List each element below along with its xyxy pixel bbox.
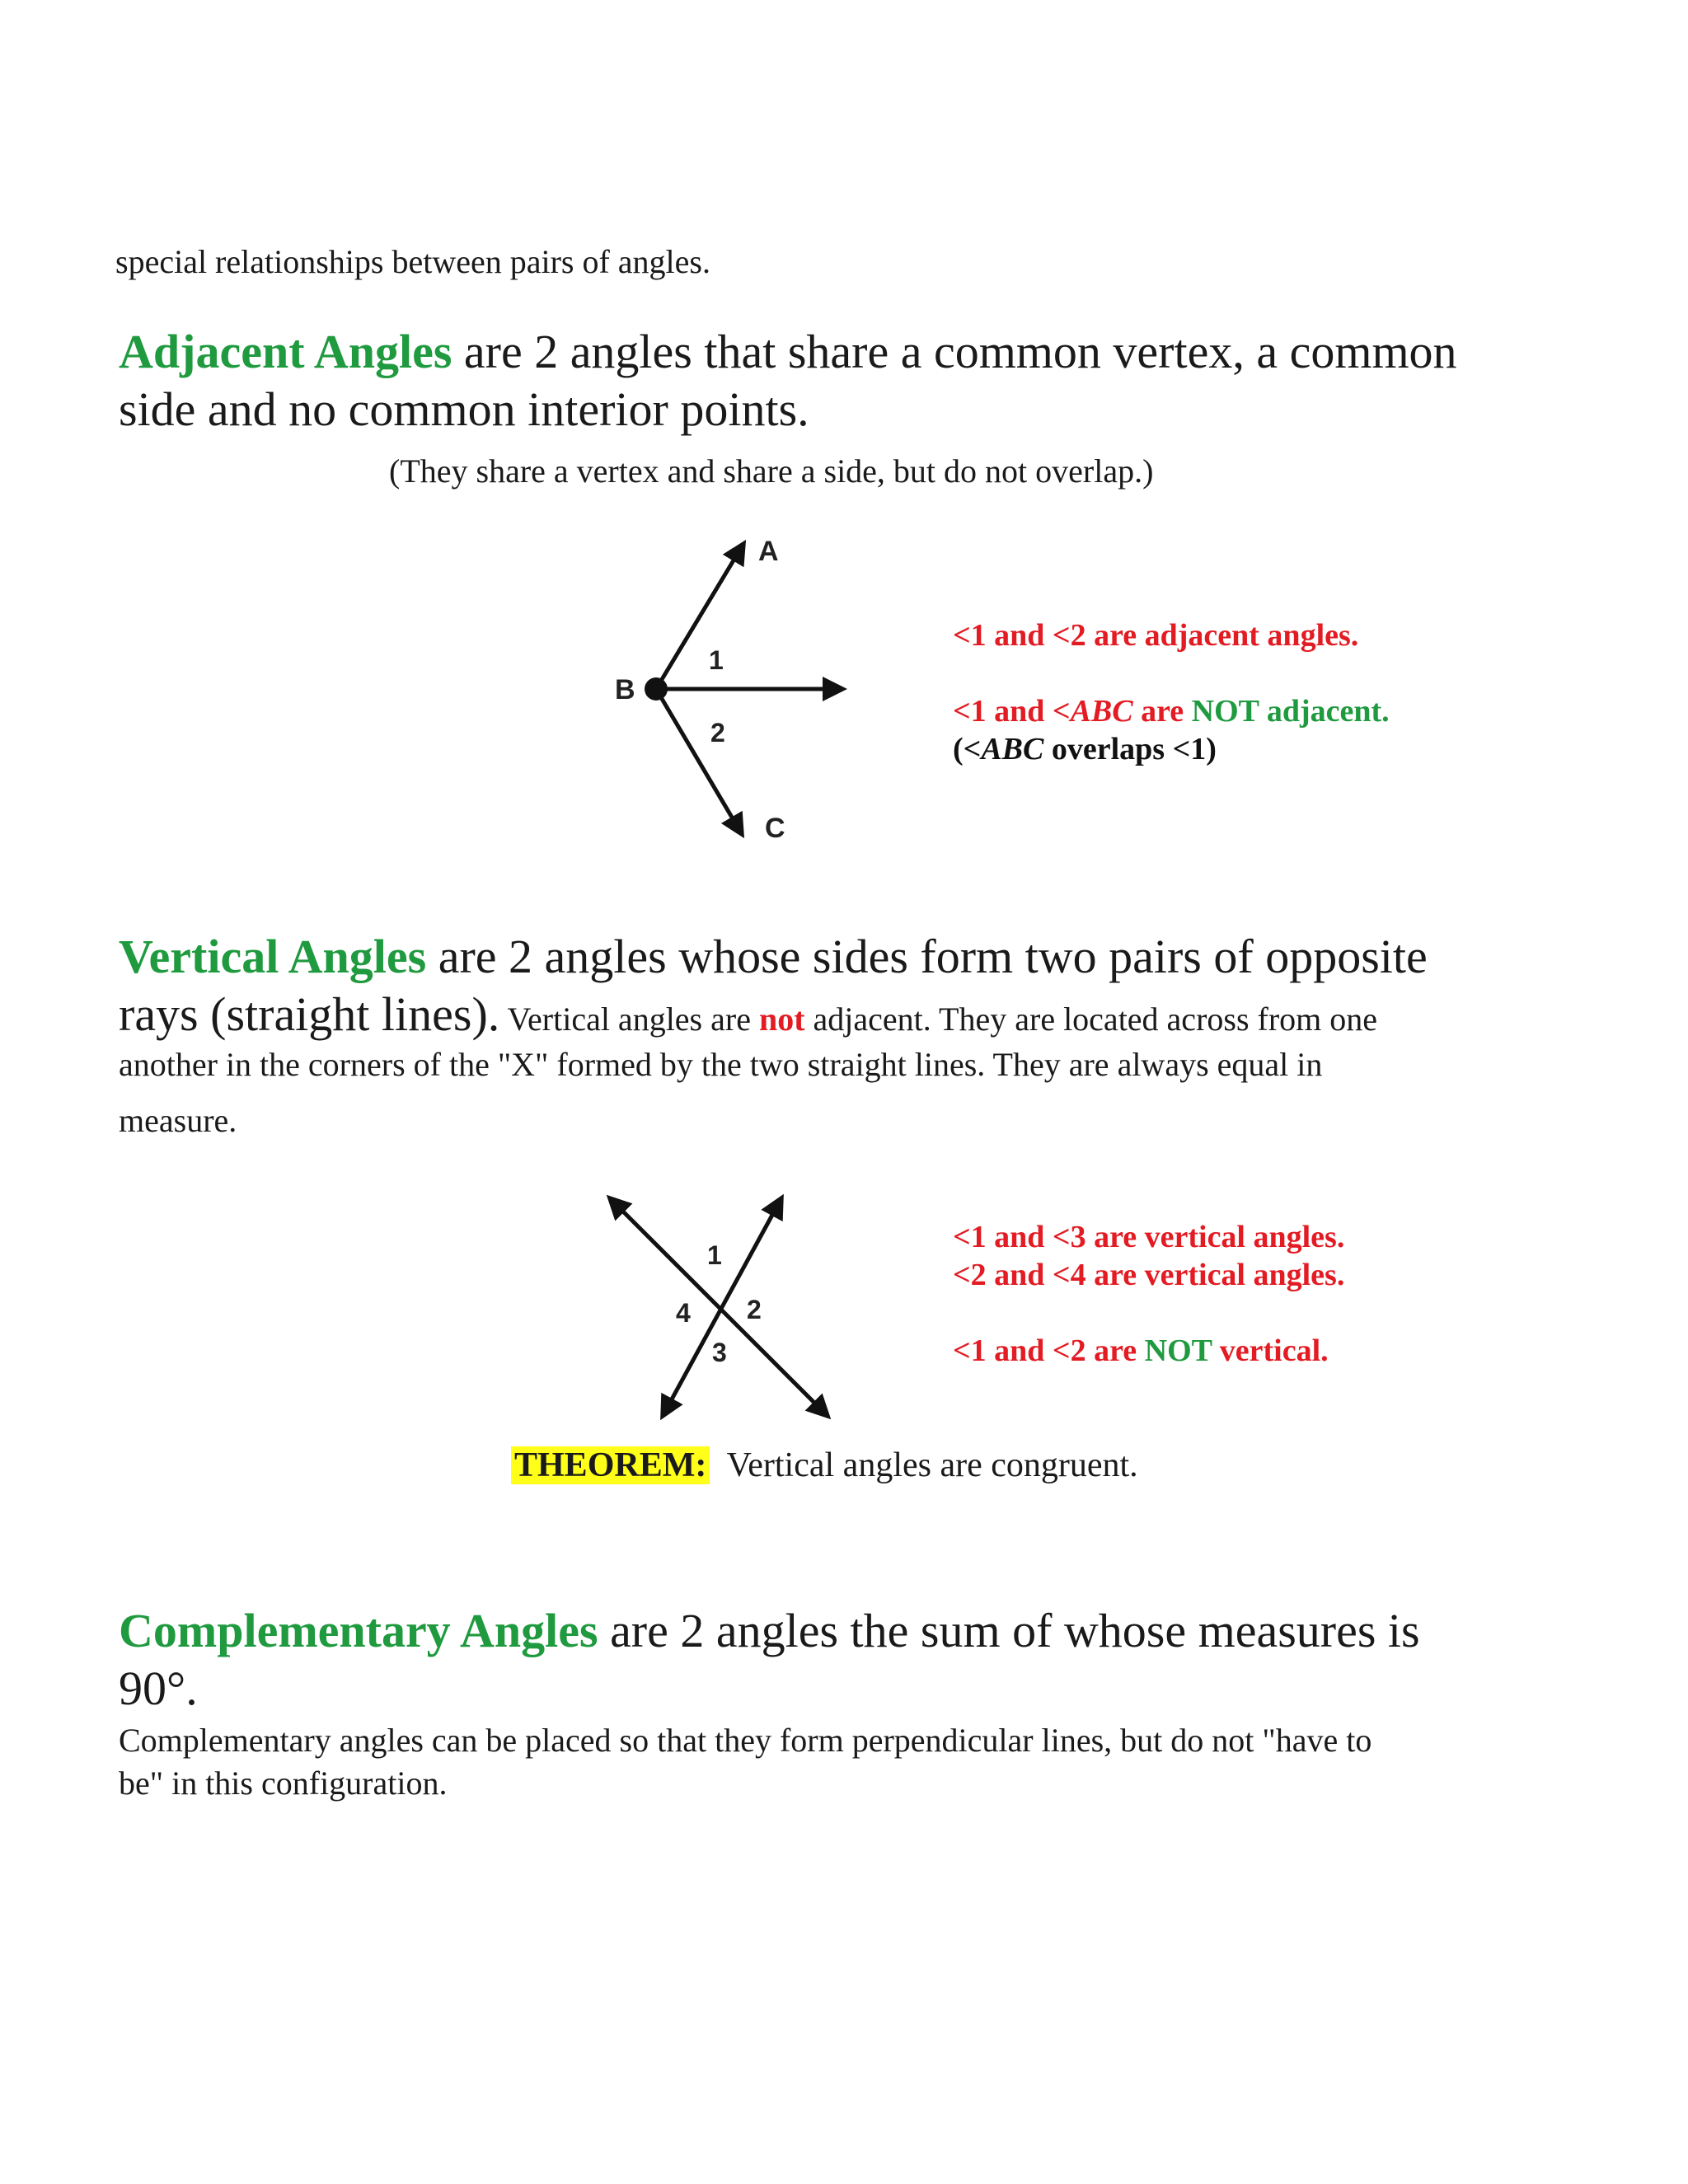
adjacent-note-1: <1 and <2 are adjacent angles. <box>953 618 1359 653</box>
vertical-note-1: <1 and <3 are vertical angles. <box>953 1220 1345 1254</box>
ray-bc <box>656 689 742 834</box>
label-b: B <box>615 674 635 705</box>
adjacent-term: Adjacent Angles <box>119 325 452 378</box>
vertical-term: Vertical Angles <box>119 930 427 983</box>
label-v-angle-4: 4 <box>676 1298 691 1328</box>
adjacent-note-3: (<ABC overlaps <1) <box>953 732 1217 766</box>
vertical-definition: Vertical Angles are 2 angles whose sides form two pairs of opposite <box>119 930 1428 983</box>
vertical-definition-line2: rays (straight lines). Vertical angles are not adjacent. They are located across from one <box>119 987 1378 1041</box>
adjacent-definition: Adjacent Angles are 2 angles that share a common vertex, a common side and no common interior points. <box>119 325 1457 436</box>
label-v-angle-3: 3 <box>712 1338 727 1367</box>
label-angle-1: 1 <box>709 645 724 675</box>
vertical-note-3: <1 and <2 are NOT vertical. <box>953 1333 1329 1368</box>
complementary-term: Complementary Angles <box>119 1604 598 1657</box>
vertex-b-dot <box>645 677 668 701</box>
vertical-definition-line3: another in the corners of the "X" formed by the two straight lines. They are always equal in <box>119 1046 1323 1083</box>
adjacent-paren-note: (They share a vertex and share a side, but do not overlap.) <box>389 452 1154 490</box>
label-a: A <box>758 536 779 567</box>
adjacent-note-2: <1 and <ABC are NOT adjacent. <box>953 694 1390 729</box>
ray-ba <box>656 544 743 689</box>
label-angle-2: 2 <box>710 718 725 748</box>
vertical-definition-line4: measure. <box>119 1102 237 1139</box>
complementary-description: Complementary angles can be placed so that they form perpendicular lines, but do not "have to be" in this configuration. <box>119 1722 1372 1802</box>
vertical-note-2: <2 and <4 are vertical angles. <box>953 1258 1345 1292</box>
label-v-angle-1: 1 <box>707 1240 722 1270</box>
label-v-angle-2: 2 <box>747 1295 762 1324</box>
label-c: C <box>765 813 785 844</box>
theorem: THEOREM: Vertical angles are congruent. <box>511 1444 1138 1487</box>
adjacent-angles-diagram <box>593 527 865 849</box>
line-diagonal-down <box>610 1198 828 1416</box>
complementary-definition: Complementary Angles are 2 angles the sum of whose measures is 90°. <box>119 1604 1420 1715</box>
vertical-not-word: not <box>758 1001 805 1038</box>
intro-text: special relationships between pairs of angles. <box>115 243 710 280</box>
vertical-angles-diagram <box>593 1187 857 1426</box>
theorem-tag: THEOREM: <box>511 1446 710 1484</box>
